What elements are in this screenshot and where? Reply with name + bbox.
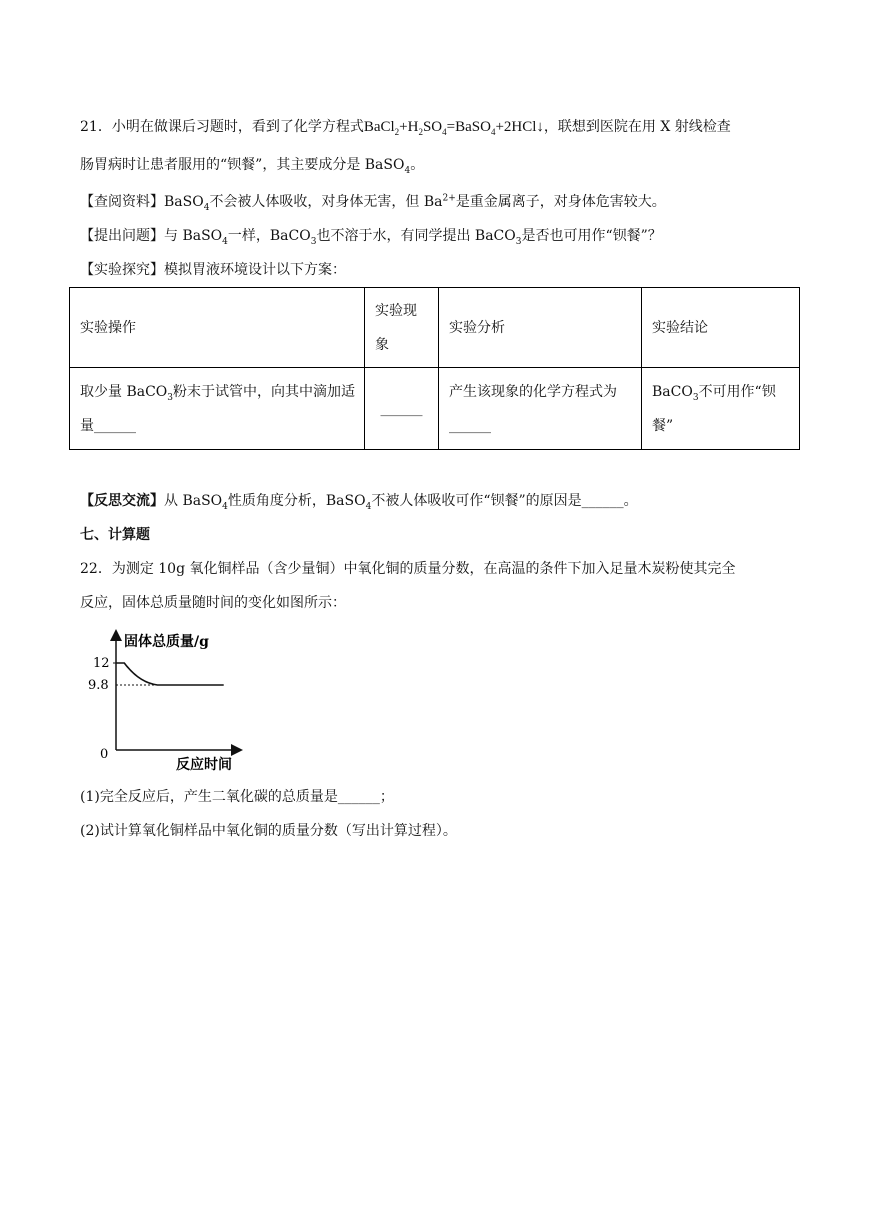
reflection-tag: 【反思交流】: [80, 493, 164, 509]
y-tick-label-0: 0: [100, 747, 109, 762]
reflection-paragraph: 【反思交流】从 BaSO$_4$性质角度分析，BaSO$_4$不被人体吸收可作“钡餐”的原因是______。: [80, 493, 638, 512]
q21-line2: 肠胃病时让患者服用的“钡餐”，其主要成分是 BaSO$_4$。: [80, 157, 425, 176]
cell-analysis: 产生该现象的化学方程式为 ______: [439, 368, 642, 450]
header-operation: 实验操作: [70, 288, 365, 368]
q21-intro-text: 21．小明在做课后习题时，看到了化学方程式: [80, 119, 364, 135]
experiment-paragraph: 【实验探究】模拟胃液环境设计以下方案：: [80, 262, 346, 278]
series-line-0: [116, 663, 224, 685]
experiment-tag: 【实验探究】: [80, 262, 164, 278]
cell-phenomenon: [365, 368, 439, 450]
header-analysis: 实验分析: [439, 288, 642, 368]
question-paragraph: 【提出问题】与 BaSO$_4$一样，BaCO$_3$也不溶于水，有同学提出 BaCO$_3$是否也可用作“钡餐”？: [80, 228, 662, 247]
q22-sub1: (1)完全反应后，产生二氧化碳的总质量是______；: [80, 789, 394, 805]
info-tag: 【查阅资料】: [80, 194, 164, 210]
y-tick-label-12: 12: [93, 656, 110, 671]
header-phenomenon: 实验现象: [365, 288, 439, 368]
q21-intro-text-cont: ，联想到医院在用 X 射线检查: [543, 119, 731, 135]
answer-blank-reagent[interactable]: ______: [94, 417, 136, 434]
q21-line1: [80, 120, 731, 135]
q22-line2: 反应，固体总质量随时间的变化如图所示：: [80, 595, 346, 611]
cell-operation: 取少量 BaCO$_3$粉末于试管中，向其中滴加适量______: [70, 368, 365, 450]
y-tick-label-9-8: 9.8: [88, 678, 109, 693]
chemical-equation: $BaCl_2+H_2SO_4=BaSO_4+2HCl↓$: [363, 119, 544, 137]
experiment-table: [69, 287, 800, 450]
q22-sub2: (2)试计算氧化铜样品中氧化铜的质量分数（写出计算过程）。: [80, 823, 457, 839]
table-header-row: [70, 288, 800, 368]
y-axis-label: 固体总质量/g: [124, 634, 209, 650]
cell-conclusion: BaCO$_3$不可用作“钡餐”: [642, 368, 800, 450]
answer-blank-phenomenon[interactable]: ______: [380, 400, 423, 417]
answer-blank-equation[interactable]: ______: [449, 417, 491, 434]
table-row: [70, 368, 800, 450]
question-tag: 【提出问题】: [80, 228, 164, 244]
section-heading: 七、计算题: [80, 527, 150, 543]
info-paragraph: 【查阅资料】BaSO$_4$不会被人体吸收，对身体无害，但 $Ba^{2+}$是重金属离子，对身体危害较大。: [80, 193, 666, 213]
mass-time-chart: [80, 626, 260, 774]
q22-line1: 22．为测定 10g 氧化铜样品（含少量铜）中氧化铜的质量分数，在高温的条件下加入足量木炭粉使其完全: [80, 561, 736, 577]
x-axis-label: 反应时间: [176, 757, 232, 773]
header-conclusion: 实验结论: [642, 288, 800, 368]
